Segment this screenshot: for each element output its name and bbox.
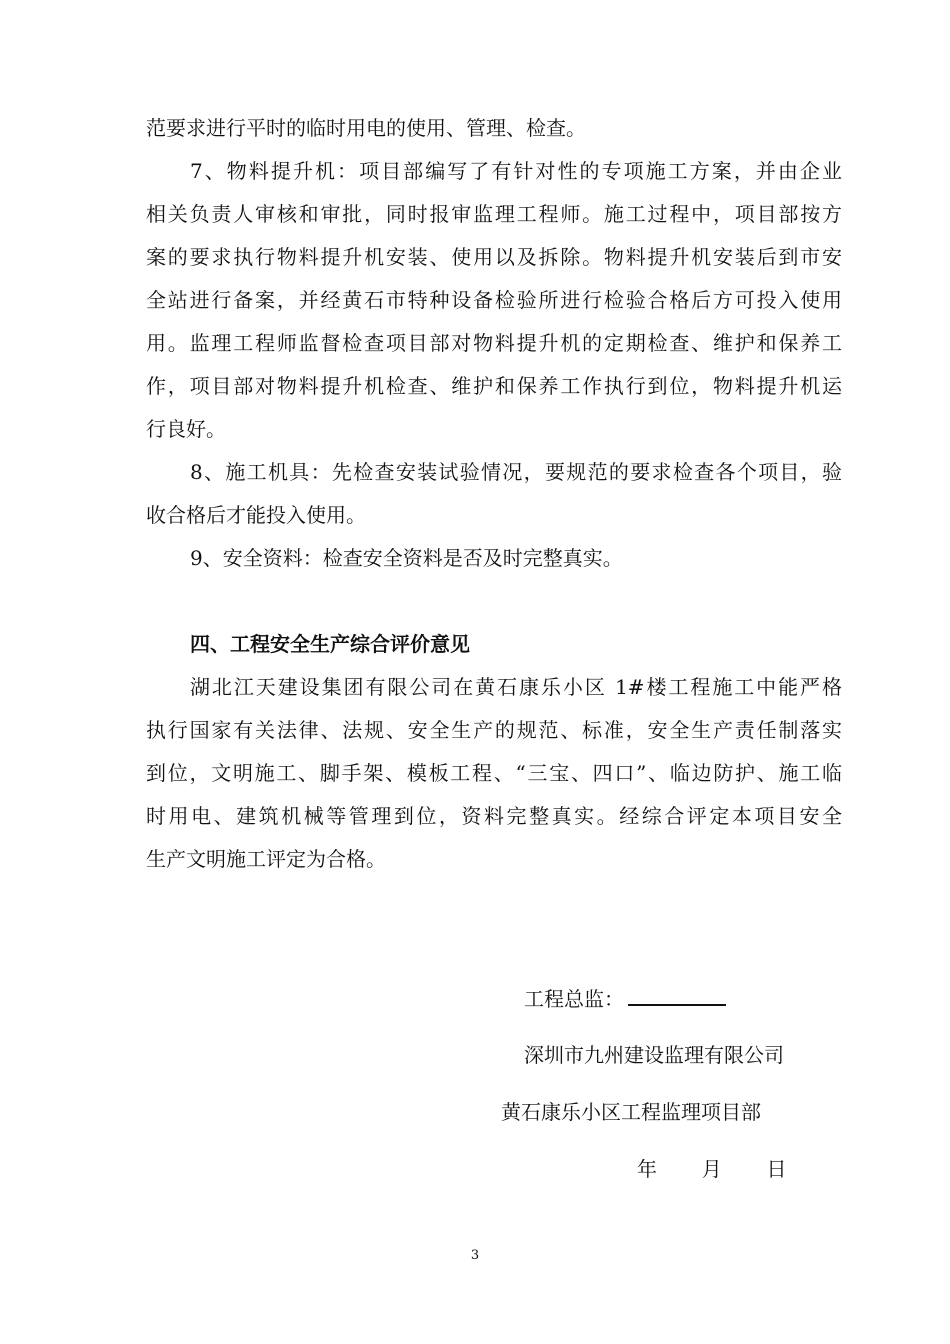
section-4-line-5: 生产文明施工评定为合格。 [146,847,386,871]
item-8-line-1: 8、施工机具：先检查安装试验情况，要规范的要求检查各个项目，验 [190,460,842,484]
date-day: 日 [766,1157,787,1181]
item-9-line-1: 9、安全资料：检查安全资料是否及时完整真实。 [190,546,623,570]
section-4-heading: 四、工程安全生产综合评价意见 [190,632,470,656]
item-7-line-4: 全站进行备案，并经黄石市特种设备检验所进行检验合格后方可投入使用 [146,288,842,312]
section-4-line-4: 时用电、建筑机械等管理到位，资料完整真实。经综合评定本项目安全 [146,804,842,828]
page-number: 3 [470,1248,480,1263]
company-name: 深圳市九州建设监理有限公司 [524,1043,784,1067]
chief-supervisor-label: 工程总监： [524,987,624,1011]
signature-blank [628,986,726,1006]
item-8-line-2: 收合格后才能投入使用。 [146,503,366,527]
section-4-line-3: 到位，文明施工、脚手架、模板工程、“三宝、四口”、临边防护、施工临 [146,761,842,785]
item-7-line-2: 相关负责人审核和审批，同时报审监理工程师。施工过程中，项目部按方 [146,202,842,226]
item-7-line-7: 行良好。 [146,417,226,441]
date-row [637,1157,786,1181]
item-7-line-5: 用。监理工程师监督检查项目部对物料提升机的定期检查、维护和保养工 [146,331,842,355]
section-4-line-2: 执行国家有关法律、法规、安全生产的规范、标准，安全生产责任制落实 [146,718,842,742]
item-7-line-1: 7、物料提升机：项目部编写了有针对性的专项施工方案，并由企业 [190,159,842,183]
project-department: 黄石康乐小区工程监理项目部 [501,1100,761,1124]
item-7-line-3: 案的要求执行物料提升机安装、使用以及拆除。物料提升机安装后到市安 [146,245,842,269]
item-7-line-6: 作，项目部对物料提升机检查、维护和保养工作执行到位，物料提升机运 [146,374,842,398]
section-4-line-1: 湖北江天建设集团有限公司在黄石康乐小区 1#楼工程施工中能严格 [190,675,842,699]
date-month: 月 [701,1157,722,1181]
paragraph-continuation: 范要求进行平时的临时用电的使用、管理、检查。 [146,116,586,140]
date-year: 年 [637,1157,657,1181]
chief-supervisor-row [524,986,726,1011]
